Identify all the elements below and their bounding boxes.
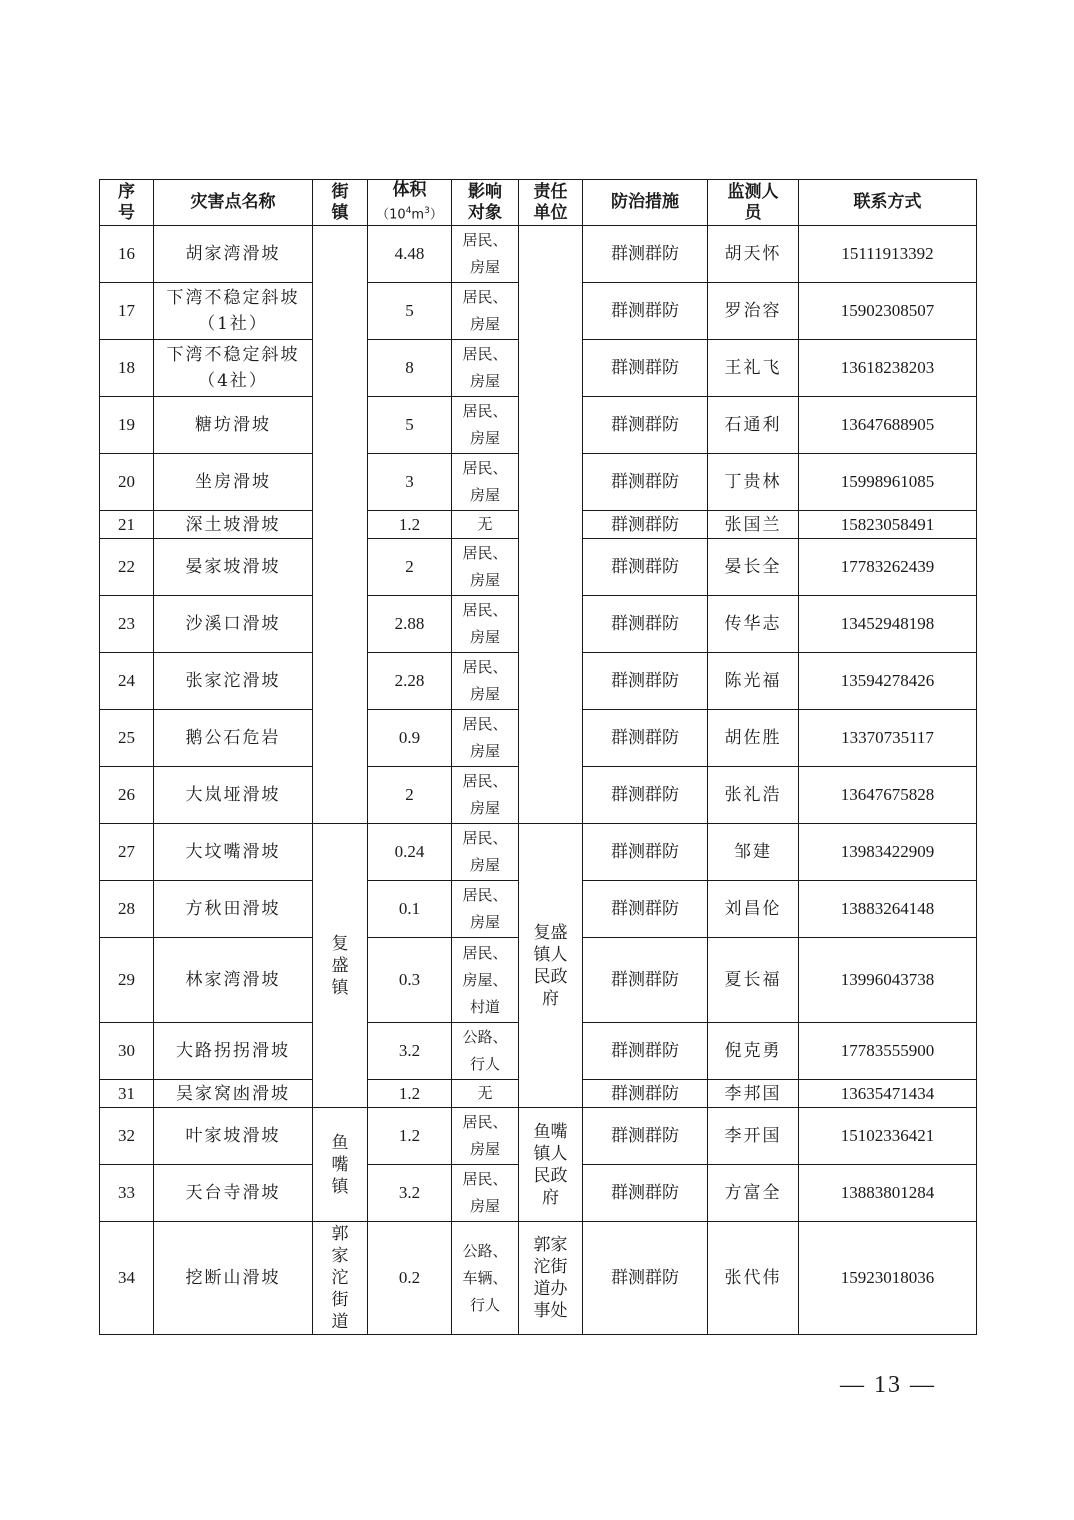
unit-guojiatuo-text: 郭家沱街道办事处	[533, 1235, 568, 1322]
cell-volume: 0.3	[368, 938, 452, 1023]
header-unit-text: 责任单位	[533, 181, 568, 223]
cell-unit-blank	[519, 226, 583, 824]
impact-line: 居民、	[462, 544, 508, 563]
cell-measure: 群测群防	[583, 938, 708, 1023]
cell-measure: 群测群防	[583, 881, 708, 938]
cell-contact: 13452948198	[799, 596, 977, 653]
cell-name: 挖断山滑坡	[154, 1222, 313, 1335]
cell-volume: 4.48	[368, 226, 452, 283]
header-measure: 防治措施	[583, 180, 708, 226]
cell-name: 鹅公石危岩	[154, 710, 313, 767]
cell-monitor: 倪克勇	[708, 1023, 799, 1080]
cell-volume: 0.1	[368, 881, 452, 938]
table-row	[100, 824, 977, 881]
cell-volume: 0.9	[368, 710, 452, 767]
cell-measure: 群测群防	[583, 824, 708, 881]
cell-monitor: 张代伟	[708, 1222, 799, 1335]
cell-monitor: 石通利	[708, 397, 799, 454]
cell-contact: 15111913392	[799, 226, 977, 283]
cell-measure: 群测群防	[583, 710, 708, 767]
cell-monitor: 传华志	[708, 596, 799, 653]
cell-seq: 22	[100, 539, 154, 596]
impact-line: 无	[477, 515, 493, 534]
cell-name: 深土坡滑坡	[154, 511, 313, 539]
cell-measure: 群测群防	[583, 1165, 708, 1222]
cell-monitor: 方富全	[708, 1165, 799, 1222]
cell-contact: 13996043738	[799, 938, 977, 1023]
cell-impact	[452, 397, 519, 454]
cell-seq: 20	[100, 454, 154, 511]
cell-seq: 24	[100, 653, 154, 710]
impact-line: 房屋	[469, 1140, 500, 1159]
cell-name: 大路拐拐滑坡	[154, 1023, 313, 1080]
cell-volume: 3.2	[368, 1165, 452, 1222]
header-name: 灾害点名称	[154, 180, 313, 226]
impact-line: 房屋	[469, 742, 500, 761]
cell-contact: 15102336421	[799, 1108, 977, 1165]
cell-contact: 15998961085	[799, 454, 977, 511]
cell-name: 沙溪口滑坡	[154, 596, 313, 653]
cell-monitor: 刘昌伦	[708, 881, 799, 938]
impact-line: 居民、	[462, 1170, 508, 1189]
header-seq-text: 序号	[118, 181, 135, 223]
header-volume-unit-sup1: 4	[405, 206, 412, 216]
table-row	[100, 1108, 977, 1165]
town-guojiatuo-text: 郭家沱街道	[331, 1224, 349, 1333]
cell-town-guojiatuo	[313, 1222, 368, 1335]
cell-measure: 群测群防	[583, 653, 708, 710]
header-impact-text: 影响对象	[468, 181, 502, 223]
cell-contact: 15902308507	[799, 283, 977, 340]
impact-line: 公路、	[462, 1241, 508, 1260]
header-seq	[100, 180, 154, 226]
impact-line: 居民、	[462, 829, 508, 848]
table-row	[100, 226, 977, 283]
impact-line: 居民、	[462, 459, 508, 478]
header-monitor	[708, 180, 799, 226]
header-impact	[452, 180, 519, 226]
header-volume-unit-sup2: 3	[424, 206, 430, 216]
name-line: （1社）	[198, 314, 268, 335]
cell-impact	[452, 824, 519, 881]
impact-line: 居民、	[462, 288, 508, 307]
cell-volume: 3	[368, 454, 452, 511]
cell-seq: 34	[100, 1222, 154, 1335]
cell-seq: 16	[100, 226, 154, 283]
impact-line: 行人	[469, 1295, 500, 1314]
cell-measure: 群测群防	[583, 454, 708, 511]
cell-volume: 3.2	[368, 1023, 452, 1080]
cell-name: 坐房滑坡	[154, 454, 313, 511]
cell-monitor: 张国兰	[708, 511, 799, 539]
cell-volume: 1.2	[368, 1080, 452, 1108]
impact-line: 房屋	[469, 486, 500, 505]
header-town-text: 街镇	[331, 181, 349, 223]
table-header-row	[100, 180, 977, 226]
unit-yuzui-text: 鱼嘴镇人民政府	[533, 1121, 568, 1208]
cell-contact: 17783555900	[799, 1023, 977, 1080]
impact-line: 居民、	[462, 886, 508, 905]
cell-name: 胡家湾滑坡	[154, 226, 313, 283]
name-line: 下湾不稳定斜坡	[166, 345, 300, 366]
impact-line: 房屋	[469, 1197, 500, 1216]
hazard-points-table	[99, 179, 977, 1335]
cell-volume: 5	[368, 397, 452, 454]
cell-monitor: 胡天怀	[708, 226, 799, 283]
cell-seq: 19	[100, 397, 154, 454]
impact-line: 无	[477, 1084, 493, 1103]
header-unit	[519, 180, 583, 226]
town-yuzui-text: 鱼嘴镇	[331, 1132, 349, 1197]
cell-contact: 13883801284	[799, 1165, 977, 1222]
cell-name: 大坟嘴滑坡	[154, 824, 313, 881]
table-row	[100, 1222, 977, 1335]
cell-monitor: 邹建	[708, 824, 799, 881]
cell-measure: 群测群防	[583, 1108, 708, 1165]
cell-impact	[452, 938, 519, 1023]
cell-contact: 13647675828	[799, 767, 977, 824]
cell-impact	[452, 1165, 519, 1222]
cell-monitor: 王礼飞	[708, 340, 799, 397]
impact-line: 房屋	[469, 315, 500, 334]
cell-seq: 21	[100, 511, 154, 539]
cell-volume: 5	[368, 283, 452, 340]
impact-line: 房屋	[469, 799, 500, 818]
unit-fusheng-text: 复盛镇人民政府	[533, 922, 568, 1009]
cell-measure: 群测群防	[583, 340, 708, 397]
header-town	[313, 180, 368, 226]
impact-line: 居民、	[462, 715, 508, 734]
header-volume-unit-m: m	[411, 207, 425, 223]
cell-measure: 群测群防	[583, 283, 708, 340]
impact-line: 居民、	[462, 601, 508, 620]
cell-impact	[452, 767, 519, 824]
header-monitor-text: 监测人员	[727, 181, 779, 223]
cell-measure: 群测群防	[583, 1023, 708, 1080]
impact-line: 居民、	[462, 772, 508, 791]
cell-seq: 18	[100, 340, 154, 397]
cell-contact: 17783262439	[799, 539, 977, 596]
cell-monitor: 罗治容	[708, 283, 799, 340]
cell-impact	[452, 881, 519, 938]
cell-measure: 群测群防	[583, 226, 708, 283]
cell-seq: 28	[100, 881, 154, 938]
cell-contact: 13594278426	[799, 653, 977, 710]
impact-line: 房屋	[469, 685, 500, 704]
impact-line: 公路、	[462, 1028, 508, 1047]
cell-name	[154, 340, 313, 397]
impact-line: 房屋	[469, 258, 500, 277]
cell-measure: 群测群防	[583, 539, 708, 596]
cell-seq: 23	[100, 596, 154, 653]
cell-town-blank	[313, 226, 368, 824]
cell-contact: 13883264148	[799, 881, 977, 938]
cell-monitor: 李邦国	[708, 1080, 799, 1108]
cell-impact	[452, 511, 519, 539]
cell-volume: 1.2	[368, 1108, 452, 1165]
cell-seq: 26	[100, 767, 154, 824]
cell-measure: 群测群防	[583, 1080, 708, 1108]
cell-impact	[452, 596, 519, 653]
cell-contact: 15923018036	[799, 1222, 977, 1335]
cell-name: 晏家坡滑坡	[154, 539, 313, 596]
header-volume	[368, 180, 452, 226]
cell-name: 张家沱滑坡	[154, 653, 313, 710]
cell-unit-guojiatuo	[519, 1222, 583, 1335]
impact-line: 居民、	[462, 943, 508, 962]
cell-impact	[452, 1222, 519, 1335]
cell-measure: 群测群防	[583, 1222, 708, 1335]
cell-monitor: 晏长全	[708, 539, 799, 596]
cell-monitor: 胡佐胜	[708, 710, 799, 767]
name-line: 下湾不稳定斜坡	[166, 288, 300, 309]
cell-impact	[452, 539, 519, 596]
cell-name: 林家湾滑坡	[154, 938, 313, 1023]
cell-contact: 15823058491	[799, 511, 977, 539]
cell-monitor: 夏长福	[708, 938, 799, 1023]
cell-contact: 13618238203	[799, 340, 977, 397]
cell-name: 糖坊滑坡	[154, 397, 313, 454]
impact-line: 行人	[469, 1055, 500, 1074]
cell-volume: 2.88	[368, 596, 452, 653]
cell-measure: 群测群防	[583, 767, 708, 824]
cell-seq: 30	[100, 1023, 154, 1080]
cell-name: 叶家坡滑坡	[154, 1108, 313, 1165]
cell-impact	[452, 1080, 519, 1108]
cell-impact	[452, 653, 519, 710]
cell-contact: 13647688905	[799, 397, 977, 454]
impact-line: 居民、	[462, 658, 508, 677]
impact-line: 房屋	[469, 913, 500, 932]
cell-seq: 25	[100, 710, 154, 767]
cell-unit-yuzui	[519, 1108, 583, 1222]
cell-name	[154, 283, 313, 340]
cell-seq: 27	[100, 824, 154, 881]
cell-monitor: 丁贵林	[708, 454, 799, 511]
cell-contact: 13370735117	[799, 710, 977, 767]
header-contact: 联系方式	[799, 180, 977, 226]
cell-seq: 17	[100, 283, 154, 340]
cell-impact	[452, 283, 519, 340]
cell-seq: 33	[100, 1165, 154, 1222]
impact-line: 房屋	[469, 429, 500, 448]
header-volume-unit-close: ）	[429, 207, 443, 223]
cell-impact	[452, 226, 519, 283]
cell-volume: 0.2	[368, 1222, 452, 1335]
cell-volume: 2	[368, 539, 452, 596]
impact-line: 居民、	[462, 402, 508, 421]
cell-impact	[452, 454, 519, 511]
impact-line: 房屋	[469, 628, 500, 647]
name-line: （4社）	[198, 371, 268, 392]
cell-name: 吴家窝凼滑坡	[154, 1080, 313, 1108]
cell-volume: 1.2	[368, 511, 452, 539]
cell-impact	[452, 710, 519, 767]
impact-line: 村道	[469, 997, 500, 1016]
cell-volume: 2	[368, 767, 452, 824]
cell-monitor: 李开国	[708, 1108, 799, 1165]
cell-contact: 13983422909	[799, 824, 977, 881]
cell-impact	[452, 340, 519, 397]
cell-volume: 8	[368, 340, 452, 397]
impact-line: 房屋	[469, 571, 500, 590]
header-volume-unit	[368, 201, 451, 225]
impact-line: 车辆、	[462, 1268, 508, 1287]
impact-line: 居民、	[462, 231, 508, 250]
town-fusheng-text: 复盛镇	[331, 933, 349, 998]
impact-line: 房屋	[469, 372, 500, 391]
header-volume-label: 体积	[392, 180, 427, 200]
cell-seq: 32	[100, 1108, 154, 1165]
impact-line: 房屋	[469, 856, 500, 875]
impact-line: 居民、	[462, 1113, 508, 1132]
cell-measure: 群测群防	[583, 511, 708, 539]
cell-volume: 2.28	[368, 653, 452, 710]
cell-unit-fusheng	[519, 824, 583, 1108]
cell-contact: 13635471434	[799, 1080, 977, 1108]
cell-name: 大岚垭滑坡	[154, 767, 313, 824]
cell-town-yuzui	[313, 1108, 368, 1222]
page-number: — 13 —	[840, 1372, 936, 1398]
cell-seq: 31	[100, 1080, 154, 1108]
impact-line: 房屋、	[462, 970, 508, 989]
cell-monitor: 陈光福	[708, 653, 799, 710]
cell-volume: 0.24	[368, 824, 452, 881]
cell-seq: 29	[100, 938, 154, 1023]
cell-measure: 群测群防	[583, 596, 708, 653]
cell-name: 方秋田滑坡	[154, 881, 313, 938]
impact-line: 居民、	[462, 345, 508, 364]
cell-town-fusheng	[313, 824, 368, 1108]
header-volume-unit-open: （10	[376, 207, 406, 223]
cell-impact	[452, 1023, 519, 1080]
cell-name: 天台寺滑坡	[154, 1165, 313, 1222]
cell-monitor: 张礼浩	[708, 767, 799, 824]
cell-measure: 群测群防	[583, 397, 708, 454]
cell-impact	[452, 1108, 519, 1165]
